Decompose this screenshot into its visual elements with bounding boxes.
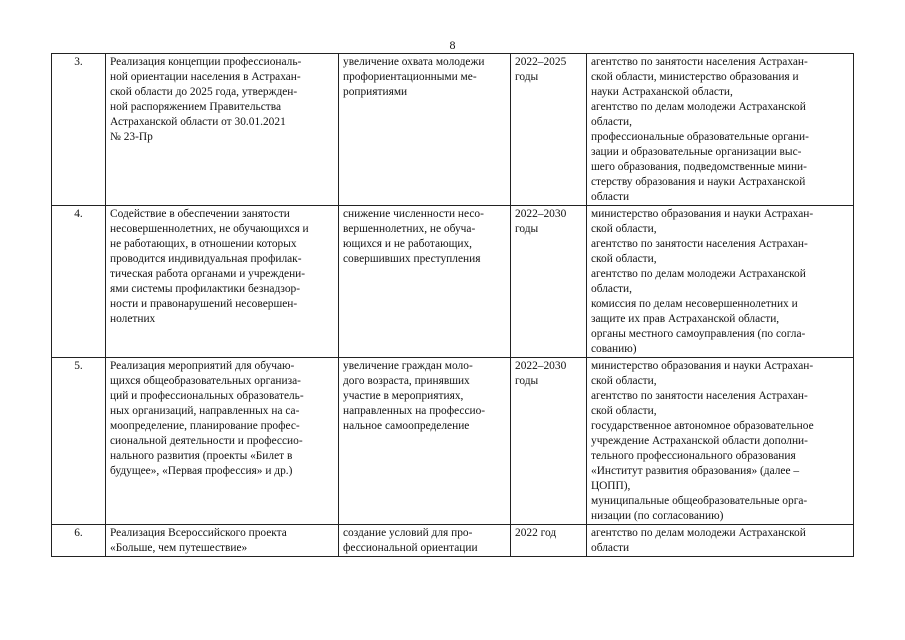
text-line: шего образования, подведомственные мини- — [591, 161, 807, 173]
plan-table — [51, 53, 854, 557]
table-row — [52, 525, 854, 557]
text-line: науки Астраханской области, — [591, 86, 733, 98]
text-line: Реализация мероприятий для обучаю- — [110, 360, 295, 372]
expected-result — [339, 206, 511, 358]
text-line: ЦОПП), — [591, 480, 631, 492]
expected-result — [339, 358, 511, 525]
text-line: увеличение граждан моло- — [343, 360, 473, 372]
text-line: ской области, министерство образования и — [591, 71, 799, 83]
text-line: министерство образования и науки Астрахан- — [591, 360, 814, 372]
text-line: низации (по согласованию) — [591, 510, 724, 522]
text-line: 2022–2025 — [515, 56, 567, 68]
text-line: Содействие в обеспечении занятости — [110, 208, 290, 220]
text-line: моопределение, планирование профес- — [110, 420, 300, 432]
text-line: увеличение охвата молодежи — [343, 56, 485, 68]
text-line: фессиональной ориентации — [343, 542, 478, 554]
table-row — [52, 206, 854, 358]
text-line: роприятиями — [343, 86, 408, 98]
text-line: министерство образования и науки Астрахан- — [591, 208, 814, 220]
text-line: участие в мероприятиях, — [343, 390, 464, 402]
text-line: дого возраста, принявших — [343, 375, 470, 387]
text-line: области — [591, 542, 630, 554]
text-line: годы — [515, 375, 539, 387]
text-line: щихся общеобразовательных организа- — [110, 375, 301, 387]
executors — [587, 206, 854, 358]
activity-name — [106, 206, 339, 358]
text-line: государственное автономное образовательное — [591, 420, 814, 432]
text-line: снижение численности несо- — [343, 208, 484, 220]
text-line: нального развития (проекты «Билет в — [110, 450, 293, 462]
row-number: 3. — [52, 54, 106, 206]
implementation-term — [511, 54, 587, 206]
text-line: № 23-Пр — [110, 131, 153, 143]
text-line: ской области до 2025 года, утвержден- — [110, 86, 298, 98]
text-line: ций и профессиональных образователь- — [110, 390, 304, 402]
executors — [587, 525, 854, 557]
text-line: вершеннолетних, не обуча- — [343, 223, 476, 235]
executors — [587, 358, 854, 525]
table-row — [52, 358, 854, 525]
text-line: будущее», «Первая профессия» и др.) — [110, 465, 293, 477]
text-line: совершивших преступления — [343, 253, 481, 265]
activity-name — [106, 525, 339, 557]
text-line: ной ориентации населения в Астрахан- — [110, 71, 301, 83]
text-line: Реализация Всероссийского проекта — [110, 527, 287, 539]
activity-name — [106, 54, 339, 206]
executors — [587, 54, 854, 206]
text-line: защите их прав Астраханской области, — [591, 313, 780, 325]
text-line: ской области, — [591, 223, 657, 235]
text-line: проводится индивидуальная профилак- — [110, 253, 302, 265]
text-line: стерству образования и науки Астраханской — [591, 176, 806, 188]
text-line: «Больше, чем путешествие» — [110, 542, 248, 554]
text-line: агентство по делам молодежи Астраханской — [591, 101, 806, 113]
text-line: «Институт развития образования» (далее – — [591, 465, 800, 477]
text-line: зации и образовательные организации выс- — [591, 146, 802, 158]
text-line: 2022–2030 — [515, 208, 567, 220]
text-line: годы — [515, 223, 539, 235]
expected-result — [339, 525, 511, 557]
text-line: тическая работа органами и учреждени- — [110, 268, 306, 280]
text-line: агентство по делам молодежи Астраханской — [591, 268, 806, 280]
text-line: области, — [591, 116, 632, 128]
text-line: несовершеннолетних, не обучающихся и — [110, 223, 309, 235]
text-line: органы местного самоуправления (по согла- — [591, 328, 806, 340]
text-line: агентство по занятости населения Астрахан- — [591, 56, 808, 68]
text-line: ской области, — [591, 405, 657, 417]
text-line: области, — [591, 283, 632, 295]
text-line: ной распоряжением Правительства — [110, 101, 282, 113]
activity-name — [106, 358, 339, 525]
text-line: ями системы профилактики безнадзор- — [110, 283, 301, 295]
text-line: агентство по делам молодежи Астраханской — [591, 527, 806, 539]
text-line: области — [591, 191, 630, 203]
text-line: сованию) — [591, 343, 637, 355]
text-line: профориентационными ме- — [343, 71, 477, 83]
row-number: 6. — [52, 525, 106, 557]
text-line: не работающих, в отношении которых — [110, 238, 297, 250]
row-number: 4. — [52, 206, 106, 358]
text-line: агентство по занятости населения Астрахан- — [591, 390, 808, 402]
text-line: создание условий для про- — [343, 527, 473, 539]
text-line: 2022 год — [515, 527, 557, 539]
implementation-term — [511, 358, 587, 525]
implementation-term — [511, 206, 587, 358]
page-number: 8 — [449, 38, 456, 52]
text-line: ности и правонарушений несовершен- — [110, 298, 298, 310]
text-line: муниципальные общеобразовательные орга- — [591, 495, 808, 507]
text-line: ской области, — [591, 253, 657, 265]
text-line: 2022–2030 — [515, 360, 567, 372]
text-line: агентство по занятости населения Астрахан- — [591, 238, 808, 250]
text-line: ской области, — [591, 375, 657, 387]
text-line: Реализация концепции профессиональ- — [110, 56, 302, 68]
row-number: 5. — [52, 358, 106, 525]
text-line: годы — [515, 71, 539, 83]
text-line: направленных на профессио- — [343, 405, 486, 417]
expected-result — [339, 54, 511, 206]
text-line: Астраханской области от 30.01.2021 — [110, 116, 286, 128]
text-line: учреждение Астраханской области дополни- — [591, 435, 808, 447]
text-line: комиссия по делам несовершеннолетних и — [591, 298, 798, 310]
text-line: ных организаций, направленных на са- — [110, 405, 300, 417]
text-line: нолетних — [110, 313, 156, 325]
text-line: ющихся и не работающих, — [343, 238, 473, 250]
text-line: нальное самоопределение — [343, 420, 470, 432]
text-line: тельного профессионального образования — [591, 450, 796, 462]
implementation-term — [511, 525, 587, 557]
table-row — [52, 54, 854, 206]
text-line: профессиональные образовательные органи- — [591, 131, 809, 143]
text-line: сиональной деятельности и профессио- — [110, 435, 303, 447]
